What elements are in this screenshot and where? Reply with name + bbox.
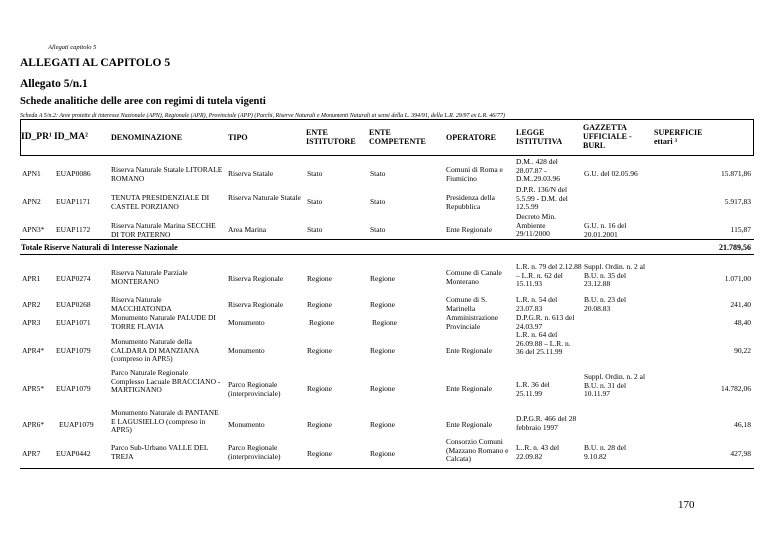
cell-tipo: Parco Regionale (interprovinciale)	[228, 443, 281, 461]
cell-id-pr: APR7	[22, 449, 41, 458]
col-header-id-ma: ID_MA²	[54, 132, 88, 142]
cell-superficie: 427,98	[730, 449, 751, 458]
cell-operatore: Ente Regionale	[446, 420, 493, 429]
cell-operatore: Ente Regionale	[446, 346, 493, 355]
cell-gazzetta: G.U. n. 16 del 20.01.2001	[584, 221, 627, 239]
col-header-gazzetta: GAZZETTA UFFICIALE - BURL	[583, 123, 632, 150]
cell-superficie: 115,87	[730, 225, 751, 234]
cell-operatore: Comuni di Roma e Fiumicino	[446, 165, 503, 183]
cell-denominazione: Monumento Naturale PALUDE DI TORRE FLAVIA	[111, 313, 216, 331]
cell-legge: D.P.R. 136/N del 5.5.99 - D.M. del 12.5.99	[516, 185, 568, 212]
cell-ente-istitutore: Regione	[309, 318, 334, 327]
cell-gazzetta: Suppl. Ordin. n. 2 al B.U. n. 35 del 23.12.88	[584, 262, 646, 289]
col-header-operatore: OPERATORE	[446, 133, 496, 142]
cell-ente-istitutore: Stato	[307, 169, 323, 178]
cell-tipo: Riserva Regionale	[228, 300, 284, 309]
rule-top	[20, 119, 754, 120]
vrule	[753, 119, 754, 155]
cell-legge: L.R. n. 54 del 23.07.83	[516, 295, 558, 313]
cell-tipo: Parco Regionale (interprovinciale)	[228, 380, 281, 398]
cell-id-ma: EUAP1071	[56, 318, 91, 327]
cell-ente-competente: Regione	[370, 449, 395, 458]
chapter-title: ALLEGATI AL CAPITOLO 5	[20, 57, 171, 69]
rule-header-bottom	[20, 155, 754, 156]
cell-denominazione: Monumento Naturale di PANTANE E LAGUSIELLO (compreso in APR5)	[111, 408, 219, 435]
cell-ente-istitutore: Regione	[307, 420, 332, 429]
cell-id-pr: APN1	[22, 169, 41, 178]
annex-title: Allegato 5/n.1	[20, 78, 88, 90]
cell-superficie: 1.071,00	[724, 274, 751, 283]
cell-superficie: 5.917,83	[724, 197, 751, 206]
cell-ente-istitutore: Regione	[307, 300, 332, 309]
cell-operatore: Consorzio Comuni (Mazzano Romano e Calcata)	[446, 437, 509, 464]
header-note: Allegati capitolo 5	[48, 44, 97, 51]
cell-ente-competente: Regione	[370, 346, 395, 355]
cell-id-ma: EUAP1079	[56, 346, 91, 355]
cell-superficie: 15.871,86	[721, 169, 751, 178]
cell-gazzetta: G.U. del 02.05.96	[584, 169, 638, 178]
cell-tipo: Riserva Regionale	[228, 274, 284, 283]
cell-denominazione: Parco Sub-Urbano VALLE DEL TREJA	[111, 443, 209, 461]
cell-legge: Decreto Min. Ambiente 29/11/2000	[516, 212, 556, 239]
cell-id-pr: APR4*	[22, 346, 45, 355]
cell-legge: L.R. 36 del 25.11.99	[516, 380, 550, 398]
cell-operatore: Comune di S. Marinella	[446, 295, 488, 313]
cell-tipo: Monumento	[228, 420, 265, 429]
cell-operatore: Presidenza della Repubblica	[446, 193, 495, 211]
cell-ente-istitutore: Regione	[307, 384, 332, 393]
cell-operatore: Ente Regionale	[446, 384, 493, 393]
cell-id-pr: APR1	[22, 274, 41, 283]
cell-id-pr: APN2	[22, 197, 41, 206]
cell-legge: L.R. n. 64 del 26.09.88 – L.R. n. 36 del 25.11.99	[516, 330, 571, 357]
col-header-tipo: TIPO	[228, 133, 248, 142]
col-header-ente-istitutore: ENTE ISTITUTORE	[306, 128, 356, 146]
section-title: Schede analitiche delle aree con regimi di tutela vigenti	[20, 96, 266, 107]
cell-tipo: Monumento	[228, 318, 265, 327]
total-national-label: Totale Riserve Naturali di Interesse Nazionale	[21, 243, 178, 252]
cell-ente-istitutore: Regione	[307, 346, 332, 355]
page-number: 170	[678, 499, 695, 511]
cell-superficie: 14.782,06	[721, 384, 751, 393]
cell-ente-competente: Regione	[370, 420, 395, 429]
table-caption: Scheda A 5/n.2: Aree protette di interesse Nazionale (APN), Regionale (APR), Provinciale (APP) (Parchi, Riserve Naturali e Monumenti Naturali ai sensi della L. 394/91, della L.R. 29/97 ex L.R. 46/77)	[20, 113, 505, 119]
cell-id-ma: EUAP0086	[56, 169, 91, 178]
cell-legge: L.R. n. 79 del 2.12.88 – L.R. n. 62 del 15.11.93	[516, 262, 582, 289]
cell-id-ma: EUAP0274	[56, 274, 91, 283]
cell-operatore: Ente Regionale	[446, 225, 493, 234]
total-national-value: 21.789,56	[719, 243, 751, 252]
cell-id-pr: APR6*	[22, 420, 45, 429]
cell-id-pr: APR3	[22, 318, 41, 327]
cell-tipo: Area Marina	[228, 225, 267, 234]
cell-denominazione: Riserva Naturale Parziale MONTERANO	[111, 268, 188, 286]
cell-id-ma: EUAP1079	[59, 420, 94, 429]
cell-legge: D.P.G.R. 466 del 28 febbraio 1997	[516, 414, 577, 432]
cell-ente-istitutore: Regione	[307, 449, 332, 458]
cell-superficie: 241,40	[730, 300, 751, 309]
cell-denominazione: Riserva Naturale Statale LITORALE ROMANO	[111, 165, 223, 183]
cell-tipo: Riserva Statale	[228, 169, 274, 178]
cell-id-ma: EUAP0268	[56, 300, 91, 309]
cell-denominazione: Riserva Naturale MACCHIATONDA	[111, 295, 172, 313]
cell-ente-competente: Stato	[370, 225, 386, 234]
cell-gazzetta: B.U. n. 23 del 20.08.83	[584, 295, 627, 313]
cell-denominazione: Parco Naturale Regionale Complesso Lacuale BRACCIANO - MARTIGNANO	[111, 368, 221, 395]
cell-ente-competente: Stato	[370, 169, 386, 178]
cell-id-pr: APN3*	[22, 225, 45, 234]
cell-denominazione: TENUTA PRESIDENZIALE DI CASTEL PORZIANO	[111, 193, 210, 211]
cell-id-pr: APR2	[22, 300, 41, 309]
col-header-ente-competente: ENTE COMPETENTE	[369, 128, 426, 146]
col-header-legge: LEGGE ISTITUTIVA	[516, 128, 563, 146]
cell-ente-competente: Stato	[370, 197, 386, 206]
cell-operatore: Amministrazione Provinciale	[446, 313, 499, 331]
cell-id-ma: EUAP1172	[56, 225, 91, 234]
cell-legge: D.M.. 428 del 28.07.87 - D.M..29.03.96	[516, 157, 560, 184]
cell-gazzetta: Suppl. Ordin. n. 2 al B.U. n. 31 del 10.11.97	[584, 372, 646, 399]
cell-ente-istitutore: Stato	[307, 197, 323, 206]
cell-superficie: 48,40	[734, 318, 751, 327]
cell-id-ma: EUAP1079	[56, 384, 91, 393]
cell-ente-competente: Regione	[370, 300, 395, 309]
cell-id-ma: EUAP1171	[56, 197, 91, 206]
cell-id-ma: EUAP0442	[56, 449, 91, 458]
cell-ente-competente: Regione	[370, 274, 395, 283]
cell-superficie: 46,18	[734, 420, 751, 429]
col-header-superficie: SUPERFICIE ettari ³	[654, 128, 703, 146]
cell-operatore: Comune di Canale Monterano	[446, 268, 502, 286]
col-header-denominazione: DENOMINAZIONE	[111, 133, 183, 142]
cell-gazzetta: B.U. n. 28 del 9.10.82	[584, 443, 627, 461]
cell-id-pr: APR5*	[22, 384, 45, 393]
cell-denominazione: Monumento Naturale della CALDARA DI MANZIANA (compreso in APR5)	[111, 337, 199, 364]
cell-ente-competente: Regione	[372, 318, 397, 327]
col-header-id-pr: ID_PR¹	[21, 132, 52, 142]
cell-legge: L..R. n. 43 del 22.09.82	[516, 443, 560, 461]
cell-ente-istitutore: Regione	[307, 274, 332, 283]
cell-ente-istitutore: Stato	[307, 225, 323, 234]
cell-legge: D.P.G.R. n. 613 del 24.03.97	[516, 313, 575, 331]
rule-bottom	[20, 468, 754, 469]
cell-tipo: Riserva Naturale Statale	[228, 193, 301, 202]
cell-denominazione: Riserva Naturale Marina SECCHE DI TOR PATERNO	[111, 221, 216, 239]
rule-total-bottom	[20, 254, 754, 255]
cell-tipo: Monumento	[228, 346, 265, 355]
cell-ente-competente: Regione	[370, 384, 395, 393]
cell-superficie: 90,22	[734, 346, 751, 355]
